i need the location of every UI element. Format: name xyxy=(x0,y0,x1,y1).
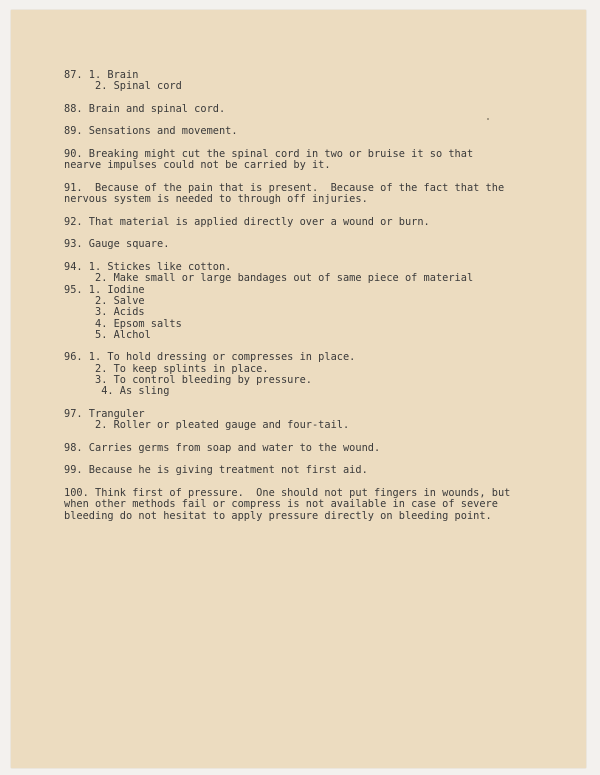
answer-paragraph xyxy=(64,443,564,454)
answer-line: 94. 1. Stickes like cotton. xyxy=(64,261,232,274)
answer-line: bleeding do not hesitat to apply pressure directly on bleeding point. xyxy=(64,509,492,522)
answer-paragraph xyxy=(64,409,564,432)
answer-line: 87. 1. Brain xyxy=(64,69,139,81)
typed-answer-sheet xyxy=(64,70,564,522)
answer-paragraph xyxy=(64,217,564,228)
answer-paragraph xyxy=(64,70,564,93)
answer-line: 2. Roller or pleated gauge and four-tail. xyxy=(64,419,350,432)
answer-line: nearve impulses could not be carried by it. xyxy=(64,159,331,172)
answer-paragraph xyxy=(64,126,564,137)
answer-paragraph xyxy=(64,104,564,115)
answer-line: nervous system is needed to through off injuries. xyxy=(64,193,368,206)
answer-line: 89. Sensations and movement. xyxy=(64,125,238,138)
answer-line: 92. That material is applied directly over a wound or burn. xyxy=(64,215,430,228)
answer-line: 2. Spinal cord xyxy=(64,80,182,93)
answer-line: 90. Breaking might cut the spinal cord in two or bruise it so that xyxy=(64,148,474,161)
answer-line: 95. 1. Iodine xyxy=(64,283,145,296)
answer-line: 3. To control bleeding by pressure. xyxy=(64,374,312,387)
answer-line: 2. To keep splints in place. xyxy=(64,362,269,375)
answer-line: 91. Because of the pain that is present. Because of the fact that the xyxy=(64,181,505,194)
answer-line: 96. 1. To hold dressing or compresses in place. xyxy=(64,351,356,364)
answer-line: 100. Think first of pressure. One should not put fingers in wounds, but xyxy=(64,486,511,499)
answer-line: 3. Acids xyxy=(64,306,145,319)
answer-line: 4. As sling xyxy=(64,385,170,398)
answer-line: 4. Epsom salts xyxy=(64,317,182,330)
answer-line: 97. Tranguler xyxy=(64,407,145,420)
answer-line: 99. Because he is giving treatment not first aid. xyxy=(64,464,368,477)
answer-line: 2. Make small or large bandages out of same piece of material xyxy=(64,272,474,285)
answer-line: 88. Brain and spinal cord. xyxy=(64,102,226,115)
answer-paragraph xyxy=(64,183,564,206)
answer-paragraph xyxy=(64,262,564,341)
answer-paragraph xyxy=(64,352,564,397)
answer-paragraph xyxy=(64,149,564,172)
answer-line: 5. Alchol xyxy=(64,328,151,341)
answer-paragraph xyxy=(64,239,564,250)
answer-line: 2. Salve xyxy=(64,294,145,307)
answer-line: 98. Carries germs from soap and water to the wound. xyxy=(64,441,381,454)
answer-line: when other methods fail or compress is not available in case of severe xyxy=(64,498,498,511)
answer-line: 93. Gauge square. xyxy=(64,238,170,251)
answer-paragraph xyxy=(64,488,564,522)
answer-paragraph xyxy=(64,465,564,476)
